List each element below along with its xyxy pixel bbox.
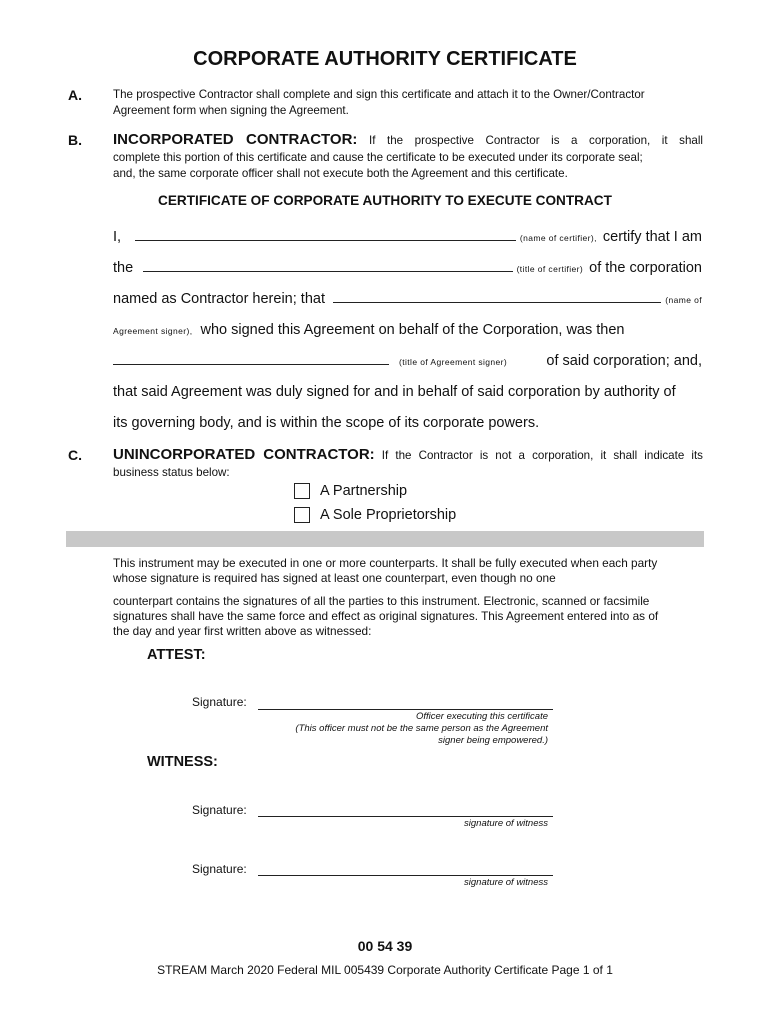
document-number: 00 54 39 [357, 938, 413, 954]
cert-l1-end: certify that I am [602, 229, 702, 245]
cert-l7-text: its governing body, and is within the scope of its corporate powers. [113, 415, 540, 431]
section-b-line-1 [113, 131, 703, 150]
cert-l2-start: the [113, 260, 134, 276]
cert-l3-start: named as Contractor herein; that [113, 291, 325, 307]
section-c-line-1-text: If the Contractor is not a corporation, it shall indicate its [381, 449, 703, 462]
cert-l2-end: of the corporation [589, 260, 702, 276]
agreement-signer-title-field[interactable] [113, 353, 389, 365]
witness-signature-2-note: signature of witness [464, 877, 548, 888]
section-a-line-1: The prospective Contractor shall complete and sign this certificate and attach it to the Owner/Contractor [113, 88, 645, 101]
section-c-line-1 [113, 446, 703, 465]
cert-l2-hint: (title of certifier) [516, 264, 584, 274]
section-c-line-2: business status below: [113, 466, 230, 479]
certifier-title-field[interactable] [143, 260, 512, 272]
section-b-line-1-text: If the prospective Contractor is a corporation, it shall [368, 134, 703, 147]
cert-line-6 [113, 384, 702, 400]
cert-l4-text: who signed this Agreement on behalf of the Corporation, was then [200, 322, 625, 338]
certifier-name-line [113, 229, 702, 245]
counterparts-line-3: counterpart contains the signatures of all the parties to this instrument. Electronic, scanned or facsimile [113, 594, 650, 608]
witness-signature-1-label: Signature: [192, 803, 247, 817]
cert-l3-hint: (name of [665, 295, 702, 305]
counterparts-line-5: the day and year first written above as witnessed: [113, 624, 372, 638]
agreement-signer-name-field[interactable] [333, 291, 661, 303]
section-divider [66, 531, 704, 547]
witness-signature-2-label: Signature: [192, 862, 247, 876]
cert-l6-text: that said Agreement was duly signed for and in behalf of said corporation by authority of [113, 384, 676, 400]
page-footer: STREAM March 2020 Federal MIL 005439 Corporate Authority Certificate Page 1 of 1 [157, 963, 613, 977]
agreement-signer-line [113, 322, 702, 338]
attest-signature-label: Signature: [192, 695, 247, 709]
attest-note-line-1: Officer executing this certificate [416, 711, 548, 722]
section-a-letter: A. [68, 87, 82, 103]
certifier-name-field[interactable] [135, 229, 516, 241]
attest-note-line-3: signer being empowered.) [438, 735, 548, 746]
cert-l1-start: I, [113, 229, 122, 245]
cert-l1-hint: (name of certifier), [519, 233, 597, 243]
section-a-line-2: Agreement form when signing the Agreement. [113, 104, 349, 117]
partnership-option[interactable] [294, 483, 407, 499]
certificate-heading: CERTIFICATE OF CORPORATE AUTHORITY TO EXECUTE CONTRACT [158, 193, 612, 208]
cert-l5-hint: (title of Agreement signer) [399, 357, 508, 367]
certifier-title-line [113, 260, 702, 276]
witness-signature-1-note: signature of witness [464, 818, 548, 829]
counterparts-line-1: This instrument may be executed in one or more counterparts. It shall be fully executed when each party [113, 556, 658, 570]
section-b-line-2: complete this portion of this certificate and cause the certificate to be executed under its corporate seal; [113, 151, 643, 164]
attest-signature-note [258, 711, 548, 747]
cert-l4-hint: Agreement signer), [113, 326, 193, 336]
counterparts-line-2: whose signature is required has signed at least one counterpart, even though no one [113, 571, 556, 585]
sole-proprietorship-label: A Sole Proprietorship [320, 507, 457, 523]
section-a-text [113, 87, 703, 119]
counterparts-line-4: signatures shall have the same force and effect as original signatures. This Agreement entered into as of [113, 609, 659, 623]
counterparts-paragraph-2 [113, 594, 703, 639]
section-c-text [113, 446, 703, 481]
witness-signature-2-field[interactable] [258, 875, 553, 876]
sole-proprietorship-option[interactable] [294, 507, 456, 523]
witness-signature-1-field[interactable] [258, 816, 553, 817]
agreement-signer-title-line [113, 353, 702, 369]
document-title: CORPORATE AUTHORITY CERTIFICATE [193, 48, 577, 70]
witness-heading: WITNESS: [147, 754, 218, 770]
section-b-text [113, 131, 703, 182]
partnership-checkbox[interactable] [294, 483, 310, 499]
section-c-heading: UNINCORPORATED CONTRACTOR: [113, 446, 375, 463]
counterparts-paragraph-1 [113, 556, 703, 586]
cert-l5-end: of said corporation; and, [546, 353, 702, 369]
section-b-heading: INCORPORATED CONTRACTOR: [113, 131, 358, 148]
attest-note-line-2: (This officer must not be the same person as the Agreement [295, 723, 548, 734]
attest-signature-field[interactable] [258, 709, 553, 710]
cert-line-7 [113, 415, 702, 431]
sole-proprietorship-checkbox[interactable] [294, 507, 310, 523]
section-c-letter: C. [68, 447, 82, 463]
partnership-label: A Partnership [320, 483, 408, 499]
attest-heading: ATTEST: [147, 647, 206, 663]
section-b-line-3: and, the same corporate officer shall not execute both the Agreement and this certificate. [113, 167, 568, 180]
agreement-signer-name-line [113, 291, 702, 307]
section-b-letter: B. [68, 132, 82, 148]
